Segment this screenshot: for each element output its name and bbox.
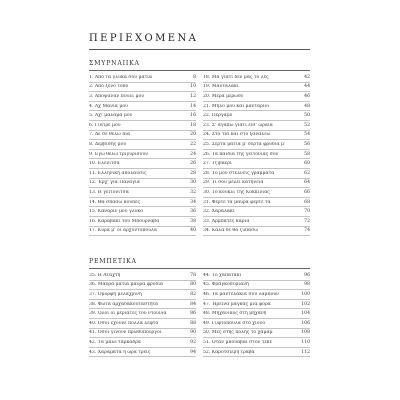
toc-entry-title: 17. Κυρά μ' οι αρχοντοπούλα xyxy=(89,228,158,234)
toc-entry[interactable] xyxy=(203,83,310,93)
page-title: ΠΕΡΙΕΧΟΜΕΝΑ xyxy=(89,33,199,44)
toc-entry-page: 78 xyxy=(190,272,196,278)
toc-entry[interactable] xyxy=(89,188,196,198)
toc-entry-title: 29. Τι σου μέλει κατήνεια xyxy=(203,180,264,186)
toc-entry-page: 58 xyxy=(304,151,310,157)
toc-entry-title: 32. Χαραλάκι xyxy=(203,209,235,215)
toc-entry-title: 36. Μαύρα μάτια μαύρα φρύδια xyxy=(89,282,164,288)
toc-entry[interactable] xyxy=(89,290,196,300)
toc-entry-title: 26. Τα παιδιά της γειτονιάς σου xyxy=(203,151,279,157)
toc-entry[interactable] xyxy=(89,140,196,150)
toc-entry-title: 28. Το μου στέλνεις γράμματα xyxy=(203,170,275,176)
toc-entry-title: 8. Δερβίσης μου xyxy=(89,141,127,147)
toc-entry[interactable] xyxy=(203,121,310,131)
toc-entry-title: 39. Όλοι οι μεριάτες του ντουνιά xyxy=(89,311,167,317)
toc-entry[interactable] xyxy=(203,227,310,237)
toc-entry-title: 25. Σέρτα μάτια μ' σέρτα φρύδια μ' xyxy=(203,141,286,147)
toc-entry-title: 3. Απόψαναν πουλί μου xyxy=(89,93,145,99)
toc-entry[interactable] xyxy=(89,111,196,121)
toc-entry-title: 11. Ελληνική απόλαυσις xyxy=(89,170,147,176)
toc-entry[interactable] xyxy=(203,198,310,208)
toc-entry-title: 37. Όμορφη μελαχρινή xyxy=(89,291,142,297)
toc-entry-title: 20. Μέρα μέρωσε xyxy=(203,93,244,99)
toc-entry[interactable] xyxy=(89,348,196,358)
toc-entry[interactable] xyxy=(89,83,196,93)
toc-entry[interactable] xyxy=(89,121,196,131)
toc-entry[interactable] xyxy=(203,281,310,291)
section-title: ΣΜΥΡΝΑΙΙΚΑ xyxy=(89,60,140,67)
toc-entry[interactable] xyxy=(89,300,196,310)
toc-entry-title: 31. Φέρτε τα μαύρα φέρτε τα xyxy=(203,199,271,205)
toc-entry[interactable] xyxy=(89,227,196,237)
toc-entry-page: 106 xyxy=(301,320,310,326)
toc-entry-title: 21. Μήλο μου και μανταρίνι xyxy=(203,103,270,109)
toc-entry-title: 40. Όσοι έχουνε πολλά λεφτά xyxy=(89,320,159,326)
toc-entry-title: 19. Μανταλάκι xyxy=(203,84,239,90)
toc-entry-title: 33. Αρμπάτες καριά xyxy=(203,218,250,224)
toc-entry-title: 34. Καλά δε θα ζυπάσω xyxy=(203,228,258,234)
toc-entry-title: 18. Μα γιατί δεν μας το λες xyxy=(203,74,269,80)
toc-entry[interactable] xyxy=(89,73,196,83)
toc-entry-title: 27. Τζιβαέρι xyxy=(203,161,232,167)
toc-column-left xyxy=(89,73,196,236)
toc-entry-page: 28 xyxy=(190,170,196,176)
toc-entry[interactable] xyxy=(203,179,310,189)
toc-entry-title: 12. Έρχ' για Παναγιά xyxy=(89,180,140,186)
toc-entry-page: 26 xyxy=(190,161,196,167)
toc-entry-page: 42 xyxy=(304,74,310,80)
toc-entry-title: 7. Δε σε θέλω πια xyxy=(89,132,131,138)
toc-entry-page: 64 xyxy=(304,180,310,186)
toc-entry-page: 12 xyxy=(190,93,196,99)
section-rule xyxy=(89,268,310,269)
toc-entry-page: 52 xyxy=(304,122,310,128)
toc-entry-title: 47. Ήρεινα μάγκας μια φορά xyxy=(203,301,271,307)
toc-entry-title: 16. Καραβάκι του Μπουρνάβα xyxy=(89,218,160,224)
toc-entry[interactable] xyxy=(203,111,310,121)
toc-entry-page: 50 xyxy=(304,113,310,119)
toc-entry-page: 16 xyxy=(190,113,196,119)
toc-entry[interactable] xyxy=(203,290,310,300)
toc-entry-title: 52. Καροτσιέρη τράβα xyxy=(203,349,255,355)
toc-entry-page: 38 xyxy=(190,218,196,224)
toc-entry-title: 15. Κανάριν μου γλυκό xyxy=(89,209,144,215)
toc-entry-page: 90 xyxy=(190,330,196,336)
toc-entry-page: 62 xyxy=(304,170,310,176)
toc-entry-title: 10. Ελενίτσα xyxy=(89,161,120,167)
toc-entry-page: 18 xyxy=(190,122,196,128)
toc-column-right xyxy=(203,73,310,236)
toc-entry[interactable] xyxy=(203,159,310,169)
toc-entry-title: 46. Τα μαντελάκιά σου λάμπουν xyxy=(203,291,279,297)
section-title: ΡΕΜΠΕΤΙΚΑ xyxy=(89,258,137,265)
toc-entry-page: 80 xyxy=(190,282,196,288)
toc-entry-page: 94 xyxy=(190,349,196,355)
toc-entry-page: 20 xyxy=(190,132,196,138)
toc-entry[interactable] xyxy=(203,188,310,198)
toc-entry-page: 60 xyxy=(304,161,310,167)
toc-entry[interactable] xyxy=(89,329,196,339)
toc-entry-page: 40 xyxy=(190,228,196,234)
toc-entry-page: 34 xyxy=(190,199,196,205)
toc-entry[interactable] xyxy=(203,338,310,348)
toc-entry-title: 45. Φραγκοσυριανή xyxy=(203,282,249,288)
toc-entry[interactable] xyxy=(89,309,196,319)
toc-entry[interactable] xyxy=(89,281,196,291)
toc-entry[interactable] xyxy=(203,217,310,227)
toc-entry-title: 35. Η Αταχτη xyxy=(89,272,121,278)
toc-entry-title: 24. Στο 'πα και στο ξαναλέω xyxy=(203,132,271,138)
section-rule xyxy=(89,70,310,71)
toc-entry[interactable] xyxy=(203,102,310,112)
toc-entry[interactable] xyxy=(89,198,196,208)
toc-entry[interactable] xyxy=(203,329,310,339)
toc-entry-page: 48 xyxy=(304,103,310,109)
toc-entry[interactable] xyxy=(89,179,196,189)
toc-entry-title: 48. Μηχανικός στη μηχανή xyxy=(203,311,267,317)
toc-entry-page: 98 xyxy=(304,282,310,288)
toc-entry-title: 51. Όταν μπουάβαι στον τεκέ xyxy=(203,339,273,345)
toc-entry[interactable] xyxy=(203,319,310,329)
toc-entry-title: 44. Το χαπατάκι xyxy=(203,272,242,278)
toc-entry[interactable] xyxy=(203,131,310,141)
toc-entry-title: 5. Αχ! μάλαμα μου xyxy=(89,113,133,119)
toc-entry-title: 6. Γιατρέ μου xyxy=(89,122,121,128)
toc-entry-title: 42. Τα μπλε ταρκάδρα xyxy=(89,339,142,345)
toc-entry-page: 30 xyxy=(190,180,196,186)
toc-entry[interactable] xyxy=(89,159,196,169)
section-smyrnaiika xyxy=(89,58,310,236)
toc-entry-page: 66 xyxy=(304,189,310,195)
toc-entry-page: 56 xyxy=(304,141,310,147)
toc-entry-title: 50. Μες στης πόλης το χαμάμ xyxy=(203,330,273,336)
toc-entry-page: 46 xyxy=(304,93,310,99)
toc-entry-page: 92 xyxy=(190,339,196,345)
toc-entry[interactable] xyxy=(203,207,310,217)
toc-entry-page: 86 xyxy=(190,311,196,317)
toc-entry-page: 84 xyxy=(190,301,196,307)
toc-entry[interactable] xyxy=(203,348,310,358)
toc-entry[interactable] xyxy=(89,169,196,179)
toc-entry[interactable] xyxy=(89,207,196,217)
toc-entry-title: 1. Από τα γλυκά σου μάτια xyxy=(89,74,153,80)
toc-entry-page: 24 xyxy=(190,151,196,157)
toc-entry-page: 8 xyxy=(193,74,196,80)
toc-entry-page: 112 xyxy=(301,349,310,355)
toc-entry[interactable] xyxy=(203,73,310,83)
toc-entry-page: 100 xyxy=(301,291,310,297)
toc-entry-page: 96 xyxy=(304,272,310,278)
toc-entry[interactable] xyxy=(89,102,196,112)
toc-entry[interactable] xyxy=(203,140,310,150)
toc-entry[interactable] xyxy=(203,169,310,179)
toc-entry-title: 22. Πέργαμο xyxy=(203,113,233,119)
toc-entry[interactable] xyxy=(89,338,196,348)
toc-entry-title: 9. Εγώ θέλω τριγυρίσουν xyxy=(89,151,148,157)
toc-entry[interactable] xyxy=(203,271,310,281)
toc-entry-title: 14. Θα σπάσω κούπες xyxy=(89,199,141,205)
section-rempetika xyxy=(89,256,310,357)
toc-column-right xyxy=(203,271,310,357)
toc-entry-page: 10 xyxy=(190,84,196,90)
toc-entry-title: 4. Αχ Μανιά μου xyxy=(89,103,128,109)
toc-entry-page: 22 xyxy=(190,141,196,147)
toc-entry[interactable] xyxy=(89,319,196,329)
toc-entry-page: 68 xyxy=(304,199,310,205)
toc-entry[interactable] xyxy=(89,271,196,281)
toc-entry-page: 104 xyxy=(301,311,310,317)
toc-entry[interactable] xyxy=(203,92,310,102)
toc-entry-title: 41. Όσοι γινούν πρωθυπουργοί xyxy=(89,330,162,336)
section-columns xyxy=(89,271,310,357)
toc-entry-title: 43. Χαράματα η ώρα τρεις xyxy=(89,349,151,355)
toc-entry-page: 36 xyxy=(190,209,196,215)
toc-entry[interactable] xyxy=(203,300,310,310)
toc-entry-page: 70 xyxy=(304,209,310,215)
toc-entry-title: 2. Από ξένο τόπο xyxy=(89,84,129,90)
toc-entry-title: 13. Η γειτονίτσα xyxy=(89,189,129,195)
toc-entry-title: 49. Γυφτοπούλα στο χιόνο xyxy=(203,320,266,326)
toc-entry[interactable] xyxy=(89,217,196,227)
toc-entry-page: 32 xyxy=(190,189,196,195)
toc-entry-page: 108 xyxy=(301,330,310,336)
toc-entry-page: 102 xyxy=(301,301,310,307)
toc-entry[interactable] xyxy=(203,309,310,319)
toc-entry-page: 110 xyxy=(301,339,310,345)
toc-entry-page: 54 xyxy=(304,132,310,138)
toc-entry-page: 88 xyxy=(190,320,196,326)
title-rule xyxy=(89,49,310,50)
toc-entry-page: 72 xyxy=(304,218,310,224)
toc-entry-page: 14 xyxy=(190,103,196,109)
toc-entry-page: 44 xyxy=(304,84,310,90)
section-columns xyxy=(89,73,310,236)
toc-entry-title: 38. Φώτα αρχαδακουταστήτα xyxy=(89,301,159,307)
toc-entry-page: 82 xyxy=(190,291,196,297)
toc-entry[interactable] xyxy=(89,150,196,160)
toc-entry-page: 74 xyxy=(304,228,310,234)
toc-entry[interactable] xyxy=(203,150,310,160)
toc-column-left xyxy=(89,271,196,357)
toc-entry-title: 30. Το κουκλί της Κοκκινιάς xyxy=(203,189,270,195)
toc-entry[interactable] xyxy=(89,92,196,102)
toc-entry-title: 23. Σ' αγαπώ γιατί είσ' ωραία xyxy=(203,122,273,128)
toc-entry[interactable] xyxy=(89,131,196,141)
